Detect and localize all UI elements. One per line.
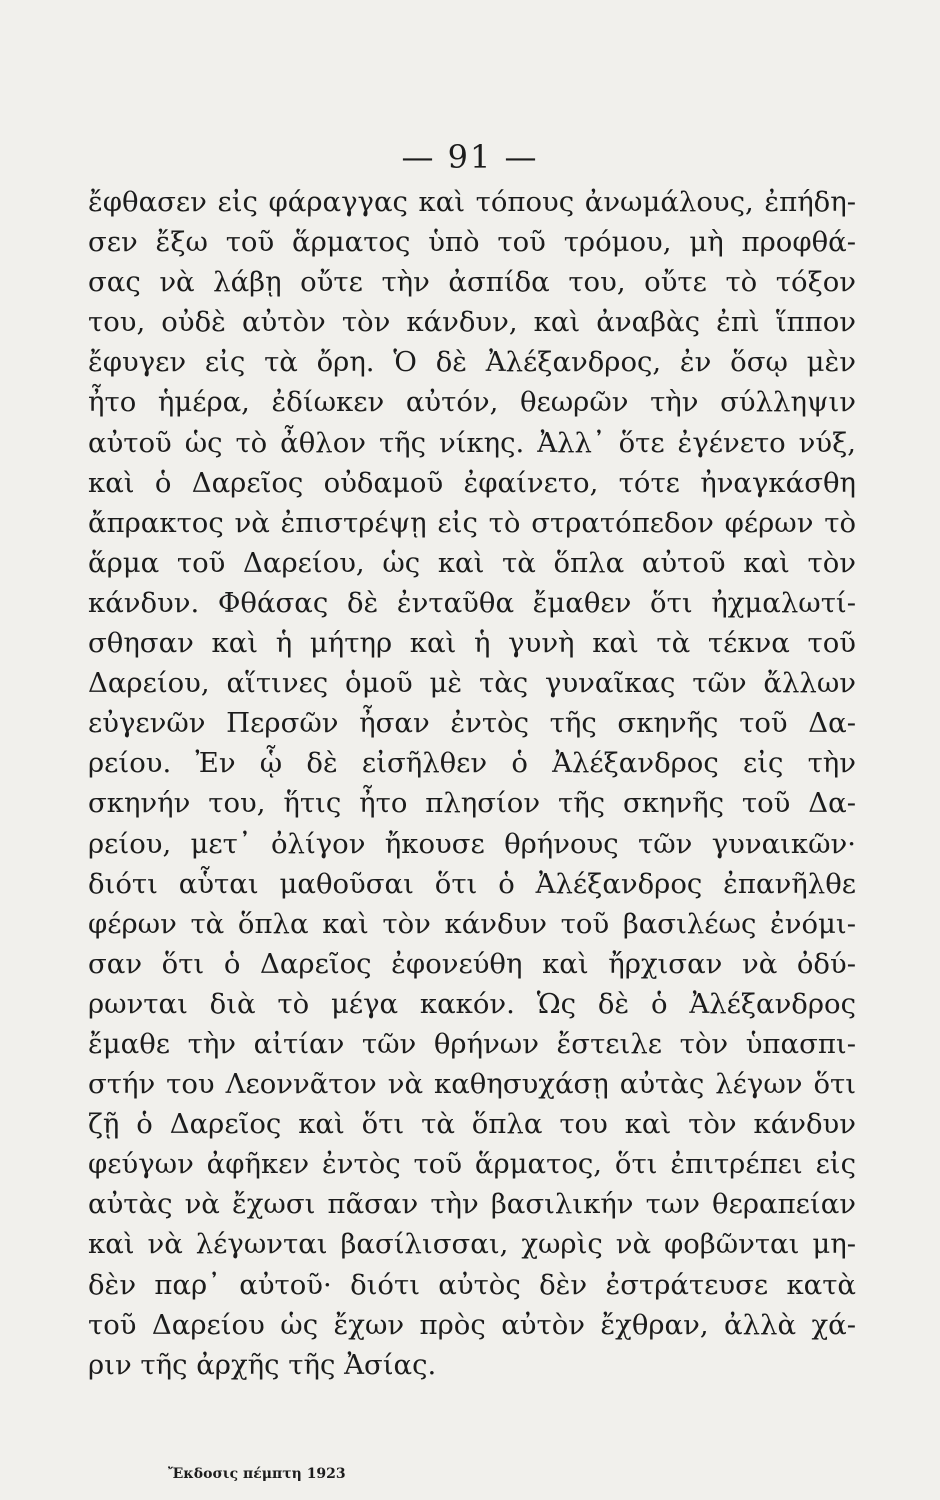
text-line: κάνδυν. Φθάσας δὲ ἐνταῦθα ἔμαθεν ὅτι ἠχμαλωτί- [88,586,856,619]
text-line: Δαρείου, αἵτινες ὁμοῦ μὲ τὰς γυναῖκας τῶν ἄλλων [88,667,856,700]
text-line: σθησαν καὶ ἡ μήτηρ καὶ ἡ γυνὴ καὶ τὰ τέκνα τοῦ [88,627,856,660]
text-line: καὶ νὰ λέγωνται βασίλισσαι, χωρὶς νὰ φοβῶνται μη- [88,1228,856,1261]
text-line: ζῇ ὁ Δαρεῖος καὶ ὅτι τὰ ὅπλα του καὶ τὸν κάνδυν [88,1108,856,1141]
text-line: φέρων τὰ ὅπλα καὶ τὸν κάνδυν τοῦ βασιλέως ἐνόμι- [88,907,856,940]
text-line: σαν ὅτι ὁ Δαρεῖος ἐφονεύθη καὶ ἤρχισαν νὰ ὀδύ- [88,947,856,980]
text-line: ἅρμα τοῦ Δαρείου, ὡς καὶ τὰ ὅπλα αὐτοῦ καὶ τὸν [88,546,856,579]
page-number: — 91 — [401,138,539,176]
text-line: ἄπρακτος νὰ ἐπιστρέψῃ εἰς τὸ στρατόπεδον φέρων τὸ [88,506,856,539]
text-line: του, οὐδὲ αὐτὸν τὸν κάνδυν, καὶ ἀναβὰς ἐπὶ ἵππον [88,306,856,339]
text-line: σεν ἔξω τοῦ ἅρματος ὑπὸ τοῦ τρόμου, μὴ προφθά- [88,226,856,259]
text-line: εὐγενῶν Περσῶν ἦσαν ἐντὸς τῆς σκηνῆς τοῦ Δα- [88,707,856,740]
text-line: σκηνήν του, ἥτις ἦτο πλησίον τῆς σκηνῆς τοῦ Δα- [88,787,856,820]
text-line: ἔφθασεν εἰς φάραγγας καὶ τόπους ἀνωμάλους, ἐπήδη- [88,186,856,218]
body-text [88,182,856,1385]
text-line: ρωνται διὰ τὸ μέγα κακόν. Ὡς δὲ ὁ Ἀλέξανδρος [88,987,856,1020]
text-line: ρείου, μετ᾽ ὀλίγον ἤκουσε θρήνους τῶν γυναικῶν· [88,827,856,860]
text-line: αὐτοῦ ὡς τὸ ἆθλον τῆς νίκης. Ἀλλ᾽ ὅτε ἐγένετο νύξ, [88,426,856,459]
text-line: στήν του Λεοννᾶτον νὰ καθησυχάσῃ αὐτὰς λέγων ὅτι [88,1068,856,1101]
edition-note: Ἔκδοσις πέμπτη 1923 [168,1466,346,1482]
text-line-last: ριν τῆς ἀρχῆς τῆς Ἀσίας. [88,1348,437,1381]
text-line: δὲν παρ᾽ αὐτοῦ· διότι αὐτὸς δὲν ἐστράτευσε κατὰ [88,1268,856,1301]
text-line: σας νὰ λάβῃ οὔτε τὴν ἀσπίδα του, οὔτε τὸ τόξον [88,266,856,299]
text-line: ἦτο ἡμέρα, ἐδίωκεν αὐτόν, θεωρῶν τὴν σύλληψιν [88,386,856,419]
text-line: τοῦ Δαρείου ὡς ἔχων πρὸς αὐτὸν ἔχθραν, ἀλλὰ χά- [88,1308,856,1341]
text-line: αὐτὰς νὰ ἔχωσι πᾶσαν τὴν βασιλικήν των θεραπείαν [88,1188,856,1221]
text-line: φεύγων ἀφῆκεν ἐντὸς τοῦ ἅρματος, ὅτι ἐπιτρέπει εἰς [88,1148,856,1181]
text-line: καὶ ὁ Δαρεῖος οὐδαμοῦ ἐφαίνετο, τότε ἠναγκάσθη [88,466,856,499]
text-line: ἔμαθε τὴν αἰτίαν τῶν θρήνων ἔστειλε τὸν ὑπασπι- [88,1027,856,1060]
text-line: ρείου. Ἐν ᾧ δὲ εἰσῆλθεν ὁ Ἀλέξανδρος εἰς τὴν [88,747,856,780]
text-line: ἔφυγεν εἰς τὰ ὄρη. Ὁ δὲ Ἀλέξανδρος, ἐν ὅσῳ μὲν [88,346,856,379]
text-line: διότι αὗται μαθοῦσαι ὅτι ὁ Ἀλέξανδρος ἐπανῆλθε [88,867,856,900]
